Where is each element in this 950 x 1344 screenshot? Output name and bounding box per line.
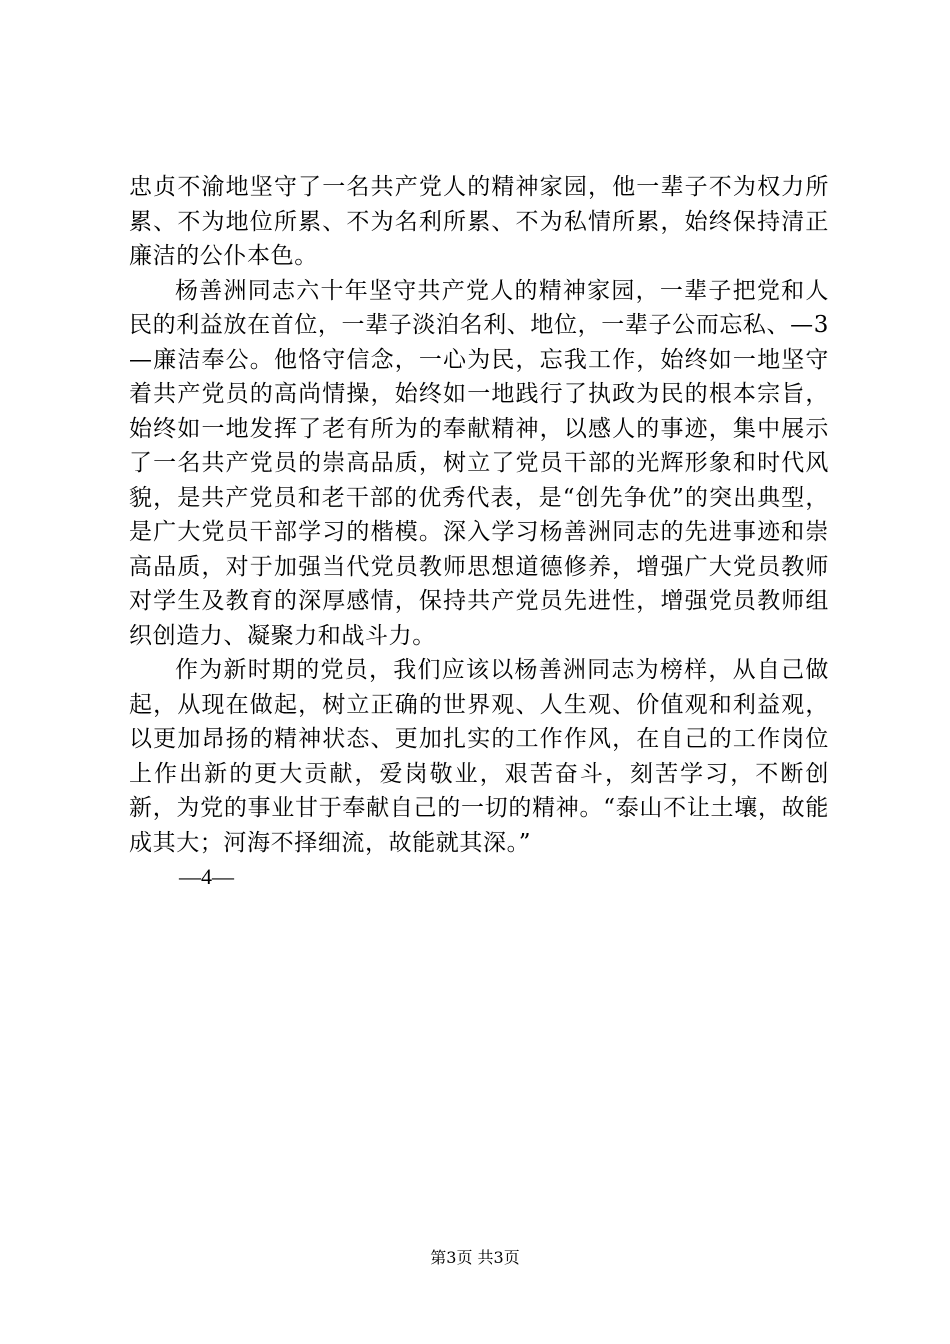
page-footer: 第3页 共3页 bbox=[430, 1248, 520, 1267]
inline-page-marker: —4— bbox=[179, 864, 234, 889]
paragraph-yang-shanzhou: 杨善洲同志六十年坚守共产党人的精神家园，一辈子把党和人民的利益放在首位，一辈子淡泊名利、地位，一辈子公而忘私、—3—廉洁奉公。他恪守信念，一心为民，忘我工作，始终如一地坚守着共产党员的高尚情操，始终如一地践行了执政为民的根本宗旨，始终如一地发挥了老有所为的奉献精神，以感人的事迹，集中展示了一名共产党员的崇高品质，树立了党员干部的光辉形象和时代风貌，是共产党员和老干部的优秀代表，是“创先争优”的突出典型，是广大党员干部学习的楷模。深入学习杨善洲同志的先进事迹和崇高品质，对于加强当代党员教师思想道德修养，增强广大党员教师对学生及教育的深厚感情，保持共产党员先进性，增强党员教师组织创造力、凝聚力和战斗力。 bbox=[129, 277, 829, 649]
document-body bbox=[129, 170, 829, 895]
paragraph-continuation: 忠贞不渝地坚守了一名共产党人的精神家园，他一辈子不为权力所累、不为地位所累、不为名利所累、不为私情所累，始终保持清正廉洁的公仆本色。 bbox=[129, 174, 829, 269]
paragraph-new-era-members: 作为新时期的党员，我们应该以杨善洲同志为榜样，从自己做起，从现在做起，树立正确的世界观、人生观、价值观和利益观，以更加昂扬的精神状态、更加扎实的工作作风，在自己的工作岗位上作出新的更大贡献，爱岗敬业，艰苦奋斗，刻苦学习，不断创新，为党的事业甘于奉献自己的一切的精神。“泰山不让土壤，故能成其大；河海不择细流，故能就其深。” bbox=[129, 657, 829, 856]
